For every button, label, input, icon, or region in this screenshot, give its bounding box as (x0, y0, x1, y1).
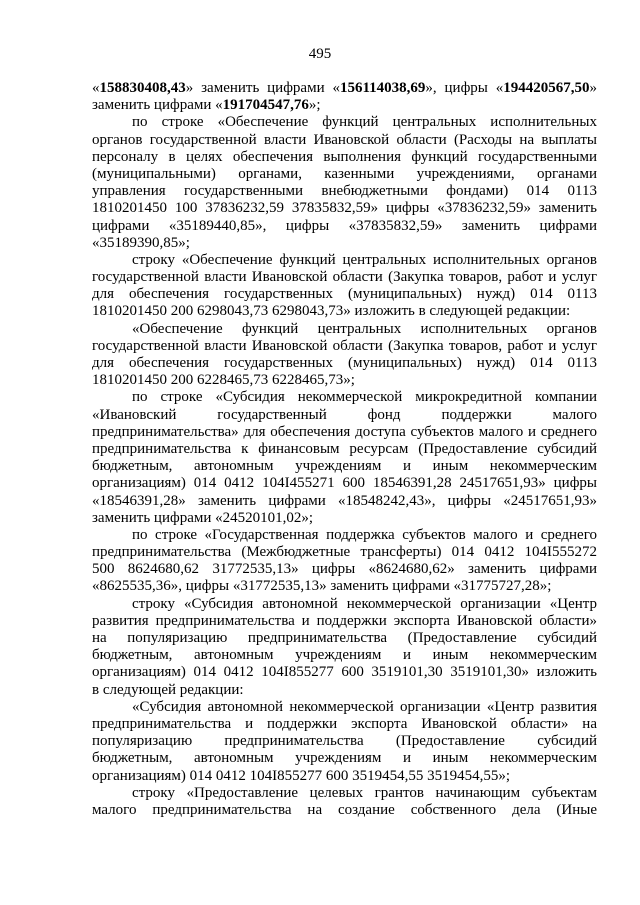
text-line: развития предпринимательства и поддержки экспорта Ивановской области» (92, 612, 597, 629)
page-number: 495 (308, 46, 332, 62)
text-line: «158830408,43» заменить цифрами «156114038,69», цифры «194420567,50» (92, 80, 597, 96)
text-line: бюджетным, автономным учреждениям и иным некоммерческим (92, 647, 597, 664)
text-line: «18546391,28» заменить цифрами «18548242,43», цифры «24517651,93» (92, 492, 597, 509)
text-line: государственной власти Ивановской области (Закупка товаров, работ и услуг (92, 269, 597, 286)
text-line: органов государственной власти Ивановской области (Расходы на выплаты (92, 131, 597, 148)
text-line: на популяризацию предпринимательства (Предоставление субсидий (92, 630, 597, 646)
text-line: цифрами «35189440,85», цифры «37835832,59» заменить цифрами (92, 217, 597, 234)
text-line: «Ивановский государственный фонд поддержки малого (92, 406, 597, 423)
paragraph (92, 785, 597, 819)
text-line: строку «Предоставление целевых грантов начинающим субъектам (132, 784, 597, 801)
text-line: строку «Субсидия автономной некоммерческой организации «Центр (132, 595, 597, 612)
text-line: 1810201450 100 37836232,59 37835832,59» цифры «37836232,59» заменить (92, 200, 597, 217)
text-line: организациям) 014 0412 104I855277 600 3519454,55 3519454,55»; (92, 767, 511, 784)
text-line: «Обеспечение функций центральных исполнительных органов (132, 320, 597, 337)
text-line: предпринимательства (Межбюджетные трансферты) 014 0412 104I555272 (92, 544, 597, 561)
text-line: государственной власти Ивановской области (Закупка товаров, работ и услуг (92, 337, 597, 354)
paragraph (92, 389, 597, 527)
text-line: (муниципальными) органами, казенными учреждениями, органами (92, 165, 597, 182)
text-line: предпринимательства к финансовым ресурсам (Предоставление субсидий (92, 440, 597, 457)
text-line: для обеспечения государственных (муниципальных) нужд) 014 0113 (92, 355, 597, 371)
text-line: в следующей редакции: (92, 681, 244, 698)
text-line: 1810201450 200 6228465,73 6228465,73»; (92, 372, 355, 389)
paragraph (92, 699, 597, 785)
text-line: 500 8624680,62 31772535,13» цифры «8624680,62» заменить цифрами (92, 561, 597, 578)
text-line: персоналу в целях обеспечения выполнения функций государственными (92, 148, 597, 165)
text-line: по строке «Субсидия некоммерческой микрокредитной компании (132, 389, 597, 406)
text-line: организациям) 014 0412 104I455271 600 18546391,28 24517651,93» цифры (92, 475, 597, 492)
paragraph (92, 80, 597, 114)
text-line: малого предпринимательства на создание собственного дела (Иные (92, 801, 597, 818)
paragraph (92, 321, 597, 390)
text-line: строку «Обеспечение функций центральных исполнительных органов (132, 251, 597, 268)
paragraph (92, 596, 597, 699)
text-line: «35189390,85»; (92, 234, 190, 251)
text-line: бюджетным, автономным учреждениям и иным некоммерческим (92, 458, 597, 475)
text-line: для обеспечения государственных (муниципальных) нужд) 014 0113 (92, 286, 597, 303)
document-body (92, 80, 597, 819)
text-line: по строке «Обеспечение функций центральных исполнительных (132, 114, 597, 131)
text-line: «8625535,36», цифры «31772535,13» заменить цифрами «31775727,28»; (92, 578, 552, 595)
text-line: управления государственными внебюджетными фондами) 014 0113 (92, 183, 597, 200)
paragraph (92, 527, 597, 596)
text-line: 1810201450 200 6298043,73 6298043,73» изложить в следующей редакции: (92, 303, 571, 320)
text-line: организациям) 014 0412 104I855277 600 3519101,30 3519101,30» изложить (92, 664, 597, 681)
text-line: заменить цифрами «191704547,76»; (92, 97, 321, 114)
text-line: популяризацию предпринимательства (Предоставление субсидий (92, 733, 597, 750)
text-line: заменить цифрами «24520101,02»; (92, 509, 314, 526)
text-line: предпринимательства и поддержки экспорта Ивановской области» на (92, 715, 597, 732)
text-line: предпринимательства» для обеспечения доступа субъектов малого и среднего (92, 423, 597, 440)
text-line: «Субсидия автономной некоммерческой организации «Центр развития (132, 698, 597, 715)
paragraph (92, 114, 597, 252)
paragraph (92, 252, 597, 321)
text-line: по строке «Государственная поддержка субъектов малого и среднего (132, 526, 597, 543)
text-line: бюджетным, автономным учреждениям и иным некоммерческим (92, 750, 597, 767)
